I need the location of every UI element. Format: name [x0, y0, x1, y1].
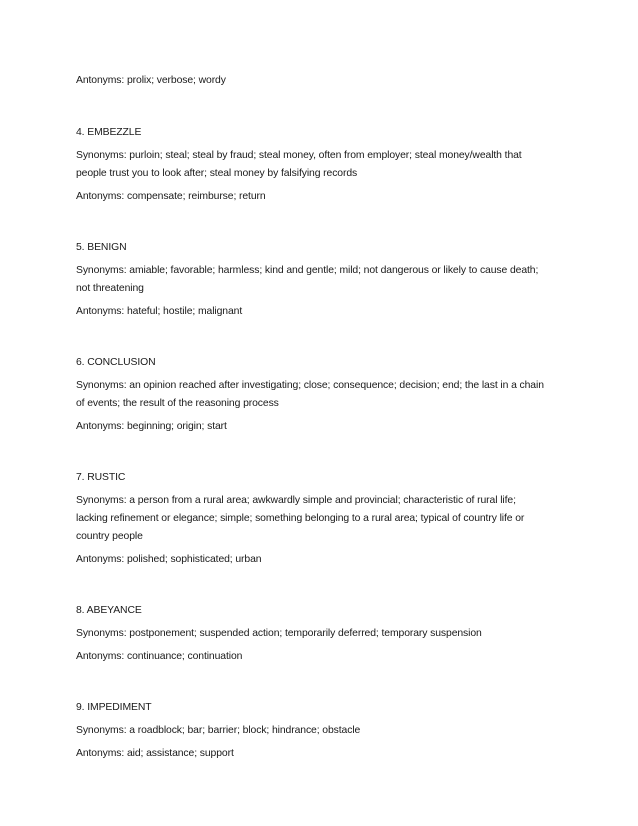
- word-entry: [76, 354, 566, 436]
- text-line: Synonyms: a roadblock; bar; barrier; block; hindrance; obstacle: [76, 725, 361, 736]
- synonyms-paragraph: [76, 492, 566, 546]
- synonyms-paragraph: [76, 625, 566, 643]
- text-line: not threatening: [76, 283, 144, 294]
- synonyms-paragraph: [76, 722, 566, 740]
- word-entry: [76, 124, 566, 206]
- word-entry: [76, 602, 566, 666]
- word-entry: [76, 699, 566, 763]
- text-line: Synonyms: an opinion reached after investigating; close; consequence; decision; end; the last in a chain: [76, 380, 544, 391]
- text-line: lacking refinement or elegance; simple; something belonging to a rural area; typical of country life or: [76, 513, 525, 524]
- antonyms-paragraph: [76, 551, 566, 569]
- antonyms-paragraph: [76, 418, 566, 436]
- antonyms-paragraph: [76, 72, 566, 90]
- entry-heading: 4. EMBEZZLE: [76, 127, 142, 138]
- entry-heading: 9. IMPEDIMENT: [76, 702, 152, 713]
- text-line: Antonyms: compensate; reimburse; return: [76, 191, 266, 202]
- antonyms-paragraph: [76, 648, 566, 666]
- antonyms-paragraph: [76, 188, 566, 206]
- synonyms-paragraph: [76, 377, 566, 413]
- word-entry: [76, 469, 566, 569]
- text-line: Antonyms: hateful; hostile; malignant: [76, 306, 243, 317]
- text-line: Synonyms: purloin; steal; steal by fraud; steal money, often from employer; steal money/wealth that: [76, 150, 522, 161]
- text-line: Antonyms: prolix; verbose; wordy: [76, 75, 226, 86]
- entry-heading: 5. BENIGN: [76, 242, 127, 253]
- text-line: people trust you to look after; steal money by falsifying records: [76, 168, 358, 179]
- text-line: Synonyms: postponement; suspended action; temporarily deferred; temporary suspension: [76, 628, 482, 639]
- word-entry: [76, 239, 566, 321]
- entry-heading: 7. RUSTIC: [76, 472, 126, 483]
- entry-heading: 6. CONCLUSION: [76, 357, 156, 368]
- text-line: Antonyms: continuance; continuation: [76, 651, 243, 662]
- text-line: Antonyms: polished; sophisticated; urban: [76, 554, 262, 565]
- antonyms-paragraph: [76, 303, 566, 321]
- entry-heading: 8. ABEYANCE: [76, 605, 142, 616]
- text-line: Synonyms: amiable; favorable; harmless; kind and gentle; mild; not dangerous or likely to cause death;: [76, 265, 539, 276]
- text-line: Antonyms: beginning; origin; start: [76, 421, 227, 432]
- synonyms-paragraph: [76, 147, 566, 183]
- text-line: country people: [76, 531, 143, 542]
- synonyms-paragraph: [76, 262, 566, 298]
- document-page: [76, 72, 566, 763]
- text-line: of events; the result of the reasoning process: [76, 398, 279, 409]
- text-line: Synonyms: a person from a rural area; awkwardly simple and provincial; characteristic of rural life;: [76, 495, 516, 506]
- text-line: Antonyms: aid; assistance; support: [76, 748, 234, 759]
- antonyms-paragraph: [76, 745, 566, 763]
